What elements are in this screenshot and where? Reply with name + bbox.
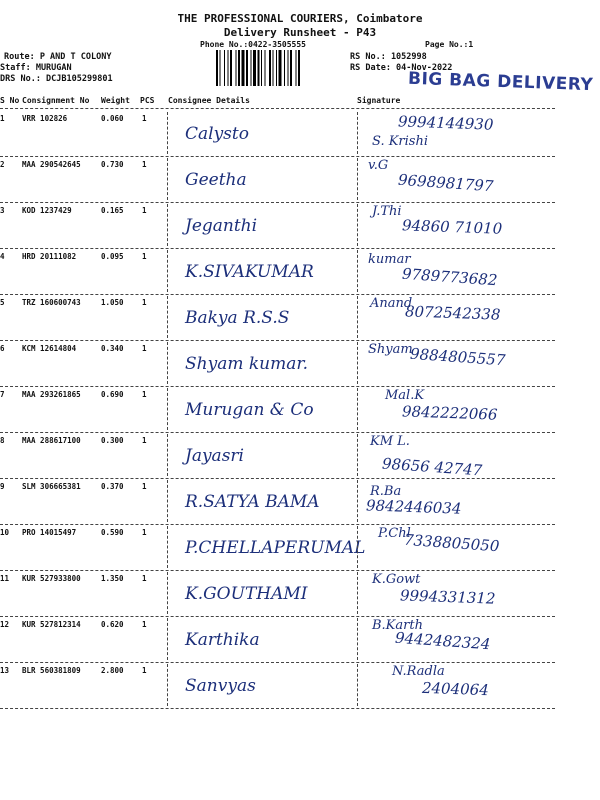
phone-handwriting: 94860 71010 bbox=[401, 216, 503, 238]
phone-handwriting: 9442482324 bbox=[394, 628, 491, 654]
big-bag-stamp: BIG BAG DELIVERY bbox=[407, 68, 594, 96]
consignee-box bbox=[167, 342, 358, 384]
row-consignment-number: KUR 527812314 bbox=[22, 620, 81, 629]
runsheet-title: Delivery Runsheet - P43 bbox=[223, 26, 377, 39]
row-divider bbox=[0, 386, 555, 387]
row-consignment-number: TRZ 160600743 bbox=[22, 298, 81, 307]
row-sno: 1 bbox=[0, 114, 5, 123]
table-row bbox=[0, 618, 600, 664]
row-sno: 11 bbox=[0, 574, 10, 583]
consignee-box bbox=[167, 480, 358, 522]
consignee-box bbox=[167, 618, 358, 660]
row-consignment-number: MAA 290542645 bbox=[22, 160, 81, 169]
row-pcs: 1 bbox=[142, 436, 147, 445]
consignee-handwriting: Jeganthi bbox=[185, 216, 258, 236]
row-consignment-number: HRD 20111082 bbox=[22, 252, 77, 261]
row-pcs: 1 bbox=[142, 114, 147, 123]
page-number: Page No.:1 bbox=[425, 40, 474, 49]
consignee-handwriting: R.SATYA BAMA bbox=[185, 492, 320, 512]
row-divider bbox=[0, 524, 555, 525]
row-sno: 12 bbox=[0, 620, 10, 629]
row-divider bbox=[0, 248, 555, 249]
signature-handwriting: P.Chl bbox=[378, 526, 411, 541]
row-pcs: 1 bbox=[142, 160, 147, 169]
consignee-handwriting: Jayasri bbox=[185, 446, 244, 466]
table-row bbox=[0, 204, 600, 250]
rs-number: RS No.: 1052998 bbox=[350, 52, 427, 62]
row-pcs: 1 bbox=[142, 666, 147, 675]
phone-handwriting: 7338805050 bbox=[403, 530, 500, 556]
consignee-handwriting: P.CHELLAPERUMAL bbox=[185, 538, 366, 558]
consignee-handwriting: Shyam kumar. bbox=[185, 354, 309, 374]
row-weight: 0.165 bbox=[101, 206, 124, 215]
company-name: THE PROFESSIONAL COURIERS, Coimbatore bbox=[177, 12, 423, 25]
signature-handwriting: K.Gowt bbox=[372, 572, 421, 587]
row-sno: 4 bbox=[0, 252, 5, 261]
row-pcs: 1 bbox=[142, 344, 147, 353]
row-pcs: 1 bbox=[142, 620, 147, 629]
row-divider bbox=[0, 156, 555, 157]
row-consignment-number: PRO 14015497 bbox=[22, 528, 77, 537]
row-consignment-number: SLM 306665381 bbox=[22, 482, 81, 491]
signature-handwriting: Mal.K bbox=[385, 388, 425, 403]
row-divider bbox=[0, 616, 555, 617]
row-consignment-number: KOD 1237429 bbox=[22, 206, 72, 215]
phone-handwriting: 9842446034 bbox=[365, 496, 462, 518]
row-weight: 2.800 bbox=[101, 666, 124, 675]
phone-handwriting: 9994144930 bbox=[397, 112, 494, 134]
table-row bbox=[0, 572, 600, 618]
phone-handwriting: 9698981797 bbox=[397, 170, 494, 196]
row-weight: 0.300 bbox=[101, 436, 124, 445]
table-row bbox=[0, 480, 600, 526]
phone-handwriting: 98656 42747 bbox=[381, 454, 483, 480]
consignee-handwriting: Murugan & Co bbox=[185, 400, 314, 420]
col-pcs: PCS bbox=[140, 96, 155, 105]
rs-date: RS Date: 04-Nov-2022 bbox=[350, 63, 453, 73]
row-weight: 0.730 bbox=[101, 160, 124, 169]
row-consignment-number: VRR 102826 bbox=[22, 114, 68, 123]
table-row bbox=[0, 526, 600, 572]
row-weight: 0.060 bbox=[101, 114, 124, 123]
table-row bbox=[0, 158, 600, 204]
row-pcs: 1 bbox=[142, 482, 147, 491]
row-divider bbox=[0, 478, 555, 479]
row-weight: 0.095 bbox=[101, 252, 124, 261]
row-sno: 7 bbox=[0, 390, 5, 399]
col-consignment: Consignment No bbox=[22, 96, 90, 105]
col-signature: Signature bbox=[357, 96, 401, 105]
row-divider bbox=[0, 708, 555, 709]
consignee-handwriting: Sanvyas bbox=[185, 676, 256, 696]
consignee-box bbox=[167, 112, 358, 154]
consignee-handwriting: K.GOUTHAMI bbox=[185, 584, 308, 604]
row-divider bbox=[0, 340, 555, 341]
table-row bbox=[0, 342, 600, 388]
row-divider bbox=[0, 202, 555, 203]
consignee-handwriting: Bakya R.S.S bbox=[185, 308, 290, 328]
consignee-box bbox=[167, 250, 358, 292]
staff-label: Staff: MURUGAN bbox=[0, 63, 72, 73]
row-consignment-number: BLR 560381809 bbox=[22, 666, 81, 675]
row-sno: 8 bbox=[0, 436, 5, 445]
header-divider bbox=[0, 108, 555, 109]
table-row bbox=[0, 250, 600, 296]
consignee-handwriting: K.SIVAKUMAR bbox=[185, 262, 314, 282]
consignee-box bbox=[167, 296, 358, 338]
table-row bbox=[0, 112, 600, 158]
row-consignment-number: KCM 12614804 bbox=[22, 344, 77, 353]
consignee-box bbox=[167, 434, 358, 476]
row-sno: 9 bbox=[0, 482, 5, 491]
row-pcs: 1 bbox=[142, 574, 147, 583]
phone-handwriting: 9884805557 bbox=[409, 344, 506, 370]
consignee-box bbox=[167, 204, 358, 246]
signature-handwriting: J.Thi bbox=[372, 204, 402, 219]
phone-number: Phone No.:0422-3505555 bbox=[200, 40, 306, 49]
row-divider bbox=[0, 432, 555, 433]
row-consignment-number: KUR 527933800 bbox=[22, 574, 81, 583]
row-divider bbox=[0, 294, 555, 295]
row-pcs: 1 bbox=[142, 298, 147, 307]
row-sno: 2 bbox=[0, 160, 5, 169]
row-weight: 1.050 bbox=[101, 298, 124, 307]
row-pcs: 1 bbox=[142, 252, 147, 261]
phone-handwriting: 9789773682 bbox=[401, 264, 498, 290]
signature-handwriting: N.Radla bbox=[392, 664, 445, 679]
phone-handwriting: 9994331312 bbox=[399, 586, 496, 608]
consignee-box bbox=[167, 572, 358, 614]
barcode-icon bbox=[215, 50, 337, 86]
phone-handwriting: 8072542338 bbox=[404, 302, 501, 324]
phone-handwriting: 2404064 bbox=[421, 678, 490, 700]
table-row bbox=[0, 296, 600, 342]
drs-number: DRS No.: DCJB105299801 bbox=[0, 74, 113, 84]
row-weight: 0.690 bbox=[101, 390, 124, 399]
consignee-handwriting: Geetha bbox=[185, 170, 247, 190]
row-sno: 3 bbox=[0, 206, 5, 215]
signature-handwriting: v.G bbox=[368, 158, 389, 173]
row-weight: 0.590 bbox=[101, 528, 124, 537]
signature-handwriting: KM L. bbox=[370, 434, 410, 449]
row-pcs: 1 bbox=[142, 206, 147, 215]
consignee-handwriting: Calysto bbox=[185, 124, 249, 144]
signature-handwriting: Anand bbox=[370, 296, 413, 311]
table-row bbox=[0, 664, 600, 710]
row-weight: 1.350 bbox=[101, 574, 124, 583]
consignee-box bbox=[167, 388, 358, 430]
signature-handwriting: Shyam bbox=[368, 342, 413, 357]
consignee-handwriting: Karthika bbox=[185, 630, 260, 650]
table-row bbox=[0, 388, 600, 434]
row-sno: 5 bbox=[0, 298, 5, 307]
consignee-box bbox=[167, 158, 358, 200]
col-sno: S No bbox=[0, 96, 20, 105]
row-weight: 0.620 bbox=[101, 620, 124, 629]
table-row bbox=[0, 434, 600, 480]
signature-handwriting: S. Krishi bbox=[372, 134, 428, 149]
row-sno: 10 bbox=[0, 528, 10, 537]
signature-handwriting: kumar bbox=[368, 252, 411, 267]
row-weight: 0.340 bbox=[101, 344, 124, 353]
row-pcs: 1 bbox=[142, 390, 147, 399]
consignee-box bbox=[167, 526, 358, 568]
col-weight: Weight bbox=[101, 96, 130, 105]
signature-handwriting: R.Ba bbox=[370, 484, 402, 499]
signature-handwriting: B.Karth bbox=[372, 618, 423, 633]
row-consignment-number: MAA 293261865 bbox=[22, 390, 81, 399]
col-consignee: Consignee Details bbox=[168, 96, 250, 105]
row-weight: 0.370 bbox=[101, 482, 124, 491]
row-divider bbox=[0, 570, 555, 571]
row-pcs: 1 bbox=[142, 528, 147, 537]
row-divider bbox=[0, 662, 555, 663]
phone-handwriting: 9842222066 bbox=[401, 402, 498, 424]
row-sno: 6 bbox=[0, 344, 5, 353]
row-sno: 13 bbox=[0, 666, 10, 675]
route-label: Route: P AND T COLONY bbox=[4, 52, 112, 62]
row-consignment-number: MAA 288617100 bbox=[22, 436, 81, 445]
consignee-box bbox=[167, 664, 358, 706]
